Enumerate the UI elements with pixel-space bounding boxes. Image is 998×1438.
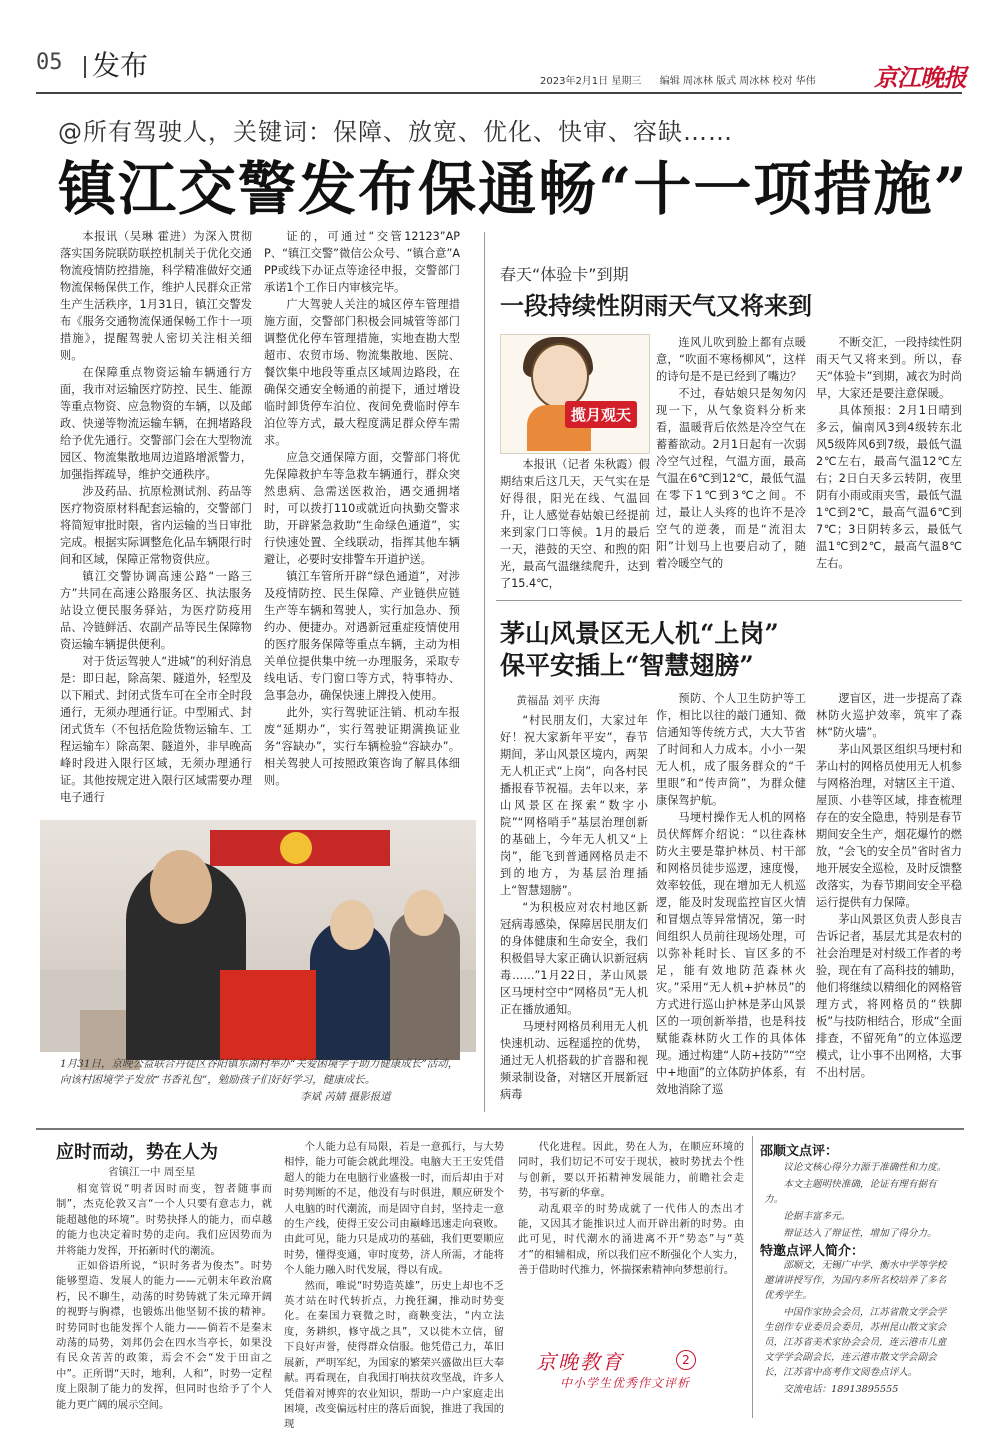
commentary-line: 论据丰富多元。	[783, 1211, 851, 1222]
paragraph: 此外，实行驾驶证注销、机动车报废“延期办”，实行驾驶证期满换证业务“容缺办”，实行车辆检验“容缺办”。相关驾驶人可按照政策咨询了解具体细则。	[264, 706, 460, 787]
paragraph: 动乱艰辛的时势成就了一代伟人的杰出才能，又因其才能推识过人而开辟出新的时势。由此可见，时代潮水的涌进离不开“势态”与“英才”的相辅相成，所以我们应不断强化个人实力，善于借助时代推力，怀揣探索精神向梦想前行。	[518, 1202, 744, 1277]
paragraph: 广大驾驶人关注的城区停车管理措施方面，交警部门积极会同城管等部门调整优化停车管理措施，实地查勘大型超市、农贸市场、物流集散地、医院、餐饮集中地段等重点区域周边路段，在确保交通安全畅通的前提下，通过增设临时卸货停车泊位、夜间免费临时停车泊位等方式，最大程度满足群众停车需求。	[264, 298, 460, 447]
weather-column-2	[656, 334, 806, 588]
weather-kicker: 春天“体验卡”到期	[500, 265, 629, 284]
commentary-title: 邵顺文点评：	[760, 1144, 839, 1159]
expert-title: 特邀点评人简介：	[760, 1244, 865, 1259]
essay-title: 应时而动，势在人为	[56, 1142, 218, 1163]
paragraph: 马埂村网格员利用无人机快速机动、远程遥控的优势，通过无人机搭载的扩音器和视频录制设备，对辖区开展新冠病毒	[500, 1020, 648, 1101]
commentary-body	[764, 1160, 954, 1243]
photo-credit: 李斌 芮婧 摄影报道	[300, 1091, 391, 1103]
paragraph: 连风儿吹到脸上都有点暖意，“吹面不寒杨柳风”，这样的诗句是不是已经到了嘴边？	[656, 336, 806, 383]
education-logo-number: 2	[676, 1350, 696, 1370]
weather-column-illustration	[500, 334, 650, 454]
paragraph: 茅山风景区组织马埂村和茅山村的网格员使用无人机参与网格治理，对辖区主干道、屋顶、小巷等区域，排查梳理存在的安全隐患，特别是春节期间安全生产，烟花爆竹的燃放，“会飞的安全员”省时省力地开展安全巡检，及时反馈整改落实，为春节期间安全平稳运行提供有力保障。	[816, 743, 962, 909]
paragraph: 不断交汇，一段持续性阴雨天气又将来到。所以，春天“体验卡”到期，减衣为时尚早，大家还是要注意保暖。	[816, 336, 962, 400]
photo-gift-bag	[220, 970, 316, 1060]
expert-line: 邵顺文，无锡广中学、衡水中学等学校邀请讲授写作，为国内多所名校培养了多名优秀学生。	[764, 1260, 947, 1301]
sidebar-divider	[752, 1136, 753, 1418]
paragraph: 证的，可通过“交管12123”APP、“镇江交警”微信公众号、“镇合意”APP或线下办证点等途径申报，交警部门承诺1个工作日内审核完毕。	[264, 230, 460, 294]
paragraph: 本报讯（吴琳 霍进）为深入贯彻落实国务院联防联控机制关于优化交通物流疫情防控措施，科学精准做好交通物流保畅保供工作，维护人民群众正常生产生活秩序，1月31日，镇江交警发布《服务交通物流保通保畅工作十一项措施》，提醒驾驶人密切关注相关细则。	[60, 230, 252, 362]
lead-headline: 镇江交警发布保通畅“十一项措施”	[58, 155, 969, 223]
paragraph: 相宽管说“明者因时而变，智者随事而制”，杰克伦敦又言“一个人只要有意志力，就能超越他的环境”。时势抉择人的能力，而卓越的能力也决定着时势的走向。我们应因势而为并将能力发挥，开拓新时代的潮流。	[56, 1183, 272, 1257]
editor-credits: 编辑 周冰林 版式 周冰林 校对 华伟	[659, 76, 816, 87]
weather-headline: 一段持续性阴雨天气又将来到	[500, 291, 812, 320]
paragraph: 马埂村操作无人机的网格员伏辉辉介绍说：“以往森林防火主要是靠护林员、村干部和网格员徒步巡逻，速度慢，效率较低，现在增加无人机巡逻，能及时发现监控盲区火情和冒烟点等异常情况，第一时间组织人员前往现场处理，可以弥补耗时长、盲区多的不足，能有效地防范森林火灾。”采用“无人机+护林员”的方式进行巡山护林是茅山风景区的一项创新举措，也是科技赋能森林防火工作的具体体现。通过构建“人防+技防”“空中+地面”的立体防护体系，有效地消除了巡	[656, 811, 806, 1096]
photo-child-1-head	[330, 900, 374, 950]
paper-logo: 京江晚报	[874, 63, 966, 92]
drone-column-3	[816, 690, 962, 1116]
paragraph: 应急交通保障方面，交警部门将优先保障救护车等急救车辆通行，群众突然患病、急需送医救治，遇交通拥堵时，可以拨打110或就近向执勤交警求助，开辟紧急救助“生命绿色通道”，实行快速处置、全线联动，指挥其他车辆避让，必要时安排警车开道护送。	[264, 451, 460, 566]
expert-body	[764, 1258, 954, 1399]
essay-column-1	[56, 1182, 272, 1418]
paragraph: 代化进程。因此，势在人为，在顺应环境的同时，我们切记不可安于现状，被时势扰去个性与创新，要以开拓精神发展能力，前瞻社会走势，书写新的华章。	[518, 1141, 744, 1200]
paragraph: 涉及药品、抗原检测试剂、药品等医疗物资原材料配套运输的，交警部门将简短审批时限，省内运输的当日审批完成。根据实际调整危化品车辆限行时间和区域，保障正常物资供应。	[60, 485, 252, 566]
column-logo: 揽月观天	[565, 401, 637, 428]
photo-child-2-head	[404, 890, 444, 936]
expert-phone: 交流电话：18913895555	[783, 1384, 899, 1395]
commentary-line: 本文主题明快准确，论证有理有据有力。	[764, 1179, 937, 1205]
drone-byline: 黄福晶 刘平 庆海	[516, 694, 600, 707]
header-rule	[36, 92, 962, 94]
paragraph: 不过，春姑娘只是匆匆闪现一下，从气象资料分析来看，温暖背后依然是冷空气在蓄蓄欲动。2月1日起有一次弱冷空气过程，气温方面，最高气温在6℃到12℃，最低气温在零下1℃到3℃之间。不过，最让人头疼的也许不是冷空气的逆袭，而是“流泪太阳”计划马上也要启动了，随着冷暖空气的	[656, 387, 806, 570]
page-number-divider	[84, 56, 86, 78]
commentary-line: 辩证达入了辩证性，增加了得分力。	[783, 1228, 937, 1239]
column-divider	[484, 232, 485, 1112]
drone-headline-line-1: 茅山风景区无人机“上岗”	[500, 619, 779, 648]
issue-info	[540, 72, 816, 87]
paragraph: 镇江车管所开辟“绿色通道”，对涉及疫情防控、民生保障、产业链供应链生产等车辆和驾驶人，实行加急办、预约办、便捷办。对遇新冠重症疫情使用的医疗服务保障等重点车辆，主动为相关单位提供集中统一办理服务，采取专线电话、专门窗口等方式，特事特办、急事急办，确保快速上牌投入使用。	[264, 570, 460, 702]
weather-column-3	[816, 334, 962, 588]
section-title: 发布	[92, 49, 149, 82]
paragraph: “为积极应对农村地区新冠病毒感染，保障居民朋友们的身体健康和生命安全，我们积极倡导大家正确认识新冠病毒……”1月22日，茅山风景区马埂村空中“网格员”无人机正在播放通知。	[500, 901, 648, 1016]
paragraph: 正如俗语所说，“识时务者为俊杰”。时势能够塑造、发展人的能力——元朝末年政治腐朽，民不聊生，动荡的时势铸就了朱元璋开阔的视野与胸襟，也锻炼出他坚韧不拔的精神。时势同时也能发挥个人能力——倘若不是秦末动荡的局势，刘邦仍会在四水当亭长，如果没有民众苦苦的政策，焉会不会“发于田亩之中”。正所谓“天时，地利，人和”，时势一定程度上限制了能力的发挥，但同时也给予了个人能力更广阔的展示空间。	[56, 1260, 272, 1411]
news-photo	[40, 820, 476, 1052]
essay-author: 省镇江一中 周至星	[108, 1166, 196, 1178]
paragraph: 对于货运驾驶人“进城”的利好消息是：即日起，除高架、隧道外，轻型及以下厢式、封闭式货车可在全市全时段通行，无须办理通行证。中型厢式、封闭式货车（不包括危险货物运输车、工程运输车）除高架、隧道外，非早晚高峰时段进入限行区域，无须办理通行证。其他按规定进入限行区域需要办理电子通行	[60, 655, 252, 804]
paragraph: 然而，唯说“时势造英雄”，历史上却也不乏英才站在时代转折点，力挽狂澜，推动时势变化。在秦国力衰微之时，商鞅变法，“内立法度，务耕织，修守战之具”，又以徙木立信，留下良好声誉，使得群众信服。他凭借己力，革旧展新，严明军纪，为国家的繁荣兴盛做出巨大奉献。再看现在，自我国打响扶贫攻坚战，许多人凭借着对博弈的农业知识，帮助一户户家庭走出困境，改变偏远村庄的落后面貌，推进了我国的现	[284, 1279, 504, 1431]
paragraph: “村民朋友们，大家过年好！祝大家新年平安”，春节期间，茅山风景区境内，两架无人机正式“上岗”，向各村民播报春节祝福。去年以来，茅山风景区在探索“数字小院”“网格哨手”基层治理创新的基础上，今年无人机又“上岗”，能飞到普通网格员走不到的地方，为基层治理插上“智慧翅膀”。	[500, 714, 648, 897]
page-number: 05	[36, 50, 63, 75]
lead-kicker: @所有驾驶人，关键词：保障、放宽、优化、快审、容缺……	[58, 118, 733, 146]
photo-caption: 1月31日，京晚公益联合丹徒区谷阳镇东湖村举办“关爱困境学子助力健康成长”活动，向该村困境学子发放“书香礼包”，勉励孩子们好好学习，健康成长。	[60, 1058, 459, 1086]
paragraph: 逻盲区，进一步提高了森林防火巡护效率，筑牢了森林“防火墙”。	[816, 692, 962, 739]
paragraph: 具体预报：2月1日晴到多云，偏南风3到4级转东北风5级阵风6到7级，最低气温2℃左右，最高气温12℃左右；2日白天多云转阴，夜里阴有小雨或雨夹雪，最低气温1℃到2℃，最高气温6℃到7℃；3日阴转多云，最低气温1℃到2℃，最高气温8℃左右。	[816, 404, 962, 570]
paragraph: 个人能力总有局限，若是一意孤行，与大势相悖，能力可能会就此埋没。电脑大王王安凭借超人的能力在电脑行业盛极一时，而后却由于对时势判断的不足，他没有与时俱进，顺应研发个人电脑的时代潮流，而是固守自封，坚持走一意的生产线，使得王安公司由巅峰迅速走向衰败。由此可见，能力只是成功的基础，我们更要顺应时势，懂得变通，审时度势，济人所需，才能将个人能力融入时代发展，得以有成。	[284, 1141, 504, 1277]
photo-emblem	[280, 832, 312, 864]
issue-date: 2023年2月1日 星期三	[540, 76, 642, 87]
paragraph: 本报讯（记者 朱秋霞）假期结束后这几天，天气实在是好得很，阳光在线、气温回升，让人感觉春姑娘已经提前来到家门口等候。1月的最后一天，港鼓的天空、和煦的阳光，最高气温继续爬升，达到了15.4℃，	[500, 458, 650, 590]
education-logo-subtitle: 中小学生优秀作文评析	[560, 1376, 691, 1390]
illustration-face	[531, 343, 589, 409]
paragraph: 茅山风景区负责人彭良吉告诉记者，基层尤其是农村的社会治理是对村级工作者的考验，现在有了高科技的辅助，他们将继续以精细化的网格管理方式，将网格员的“铁脚板”与技防相结合，形成“全面排查，不留死角”的立体巡逻模式，让小事不出网格，大事不出村居。	[816, 913, 962, 1079]
paragraph: 在保障重点物资运输车辆通行方面，我市对运输医疗防控、民生、能源等重点物资、应急物资的车辆，以及邮政、快递等物流运输车辆，在拥堵路段给予优先通行。交警部门会在大型物流园区、物流集散地周边道路增派警力，加强指挥疏导，维护交通秩序。	[60, 366, 252, 481]
expert-line: 中国作家协会会员，江苏省散文学会学生创作专业委员会委员，苏州昆山散文家会员，江苏省美术家协会会员，连云港市儿童文学学会副会长，连云港市散文学会副会长，江苏省中高考作文阅卷点评人。	[764, 1307, 947, 1378]
lead-column-1	[60, 228, 252, 812]
paragraph: 预防、个人卫生防护等工作，相比以往的敲门通知、微信通知等传统方式，大大节省了时间和人力成本。小小一架无人机，成了服务群众的“千里眼”和“传声筒”，为群众健康保驾护航。	[656, 692, 806, 807]
story-divider	[496, 600, 962, 601]
drone-column-2	[656, 690, 806, 1116]
weather-column-1	[500, 456, 650, 588]
lead-column-2	[264, 228, 460, 812]
paragraph: 镇江交警协调高速公路“一路三方”共同在高速公路服务区、执法服务站设立便民服务驿站，为医疗防疫用品、冷链鲜活、农副产品等民生保障物资运输车辆提供便利。	[60, 570, 252, 651]
drone-headline-line-2: 保平安插上“智慧翅膀”	[500, 651, 754, 680]
commentary-line: 议论文核心得分力源于准确性和力度。	[783, 1162, 947, 1173]
photo-man-head	[150, 850, 212, 924]
essay-column-2	[284, 1140, 504, 1431]
education-logo: 京晚教育	[536, 1350, 624, 1374]
essay-column-3	[518, 1140, 744, 1334]
drone-column-1	[500, 712, 648, 1116]
